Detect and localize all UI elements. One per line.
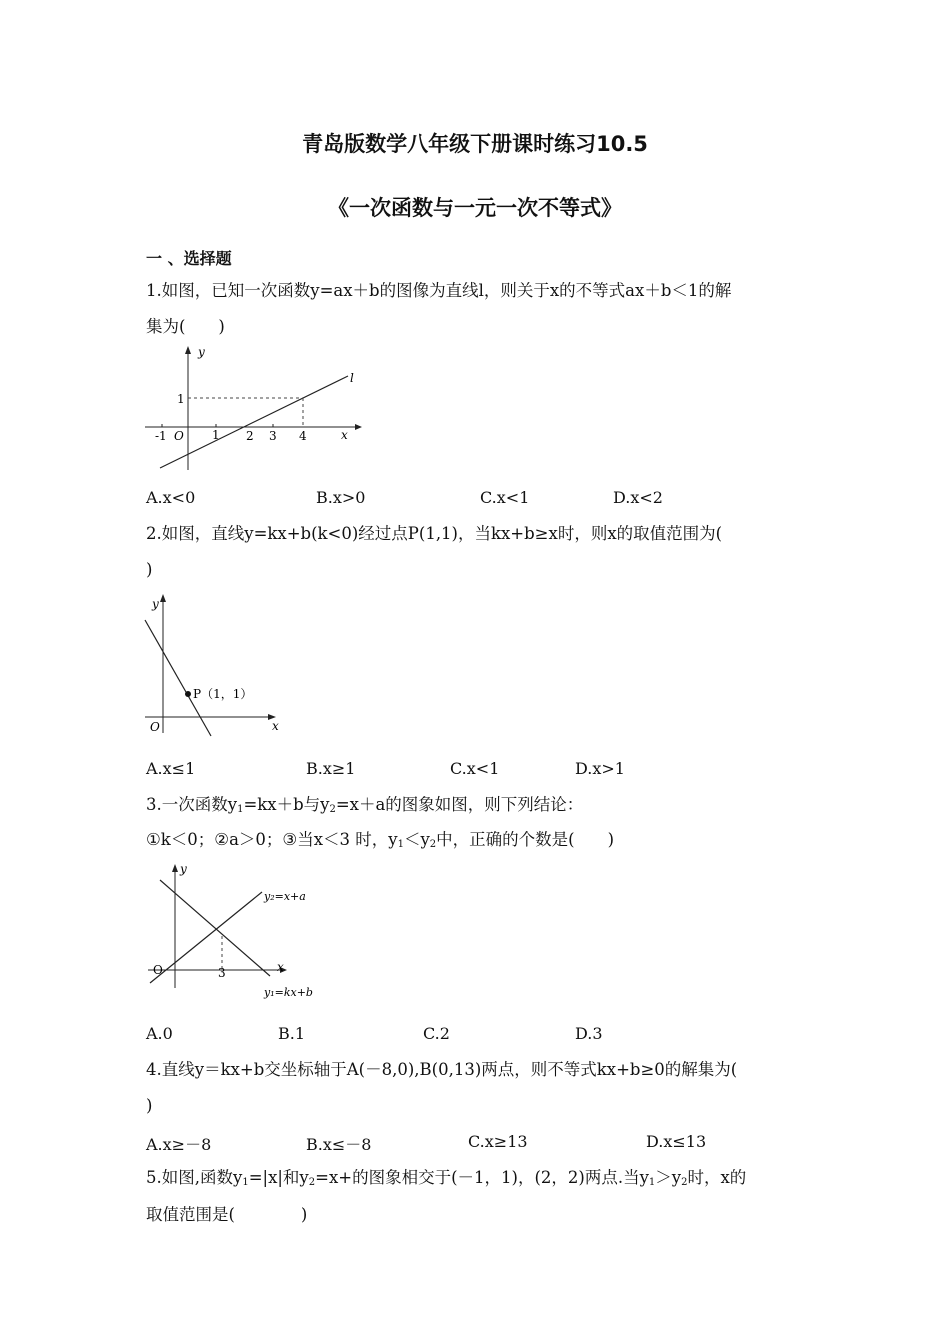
q3-tick-3: 3	[218, 966, 226, 980]
q1-tick-1: 1	[212, 428, 220, 442]
q3-y-arrow-icon	[172, 864, 178, 872]
q4-option-d[interactable]: D.x≤13	[646, 1132, 707, 1151]
q1-option-a[interactable]: A.x<0	[146, 488, 196, 507]
q3-y1-label: y₁=kx+b	[264, 986, 313, 999]
q2-option-a[interactable]: A.x≤1	[146, 759, 196, 778]
q1-tick-4: 4	[299, 429, 307, 443]
q3-line-y2	[150, 892, 262, 983]
q2-y-arrow-icon	[160, 594, 166, 602]
q2-y-label: y	[152, 597, 159, 611]
q3-y-label: y	[180, 862, 187, 876]
q1-y-arrow-icon	[185, 346, 191, 354]
q2-origin-label: O	[150, 720, 160, 734]
q2-text-line1: 2.如图，直线y=kx+b(k<0)经过点P(1,1)，当kx+b≥x时，则x的取值范围为(	[146, 524, 723, 543]
q3-x-label: x	[277, 960, 284, 974]
q1-option-c[interactable]: C.x<1	[480, 488, 530, 507]
q2-line	[145, 620, 211, 736]
q3-origin-label: O	[153, 963, 163, 977]
q1-tick-3: 3	[269, 429, 277, 443]
q2-point-p	[185, 691, 191, 697]
doc-subtitle: 《一次函数与一元一次不等式》	[328, 196, 622, 220]
q4-option-c[interactable]: C.x≥13	[468, 1132, 528, 1151]
section-heading: 一 、选择题	[146, 249, 232, 268]
q1-tick-2: 2	[246, 429, 254, 443]
q1-line-label: l	[350, 371, 354, 385]
q1-x-arrow-icon	[355, 424, 362, 430]
q3-graph	[140, 856, 330, 1004]
q5-text-line2: 取值范围是( )	[146, 1205, 308, 1224]
q3-text-line2: ①k＜0；②a＞0；③当x＜3 时，$y_1<y_2$中，正确的个数是( )	[146, 830, 615, 850]
q1-option-b[interactable]: B.x>0	[316, 488, 366, 507]
q3-option-d[interactable]: D.3	[575, 1024, 603, 1043]
q2-x-label: x	[272, 719, 279, 733]
q1-tick-neg1: -1	[155, 429, 167, 443]
q1-text-line2: 集为( )	[146, 317, 225, 336]
q1-x-label: x	[341, 428, 348, 442]
q1-tick-y1: 1	[177, 392, 185, 406]
q1-text-line1: 1.如图，已知一次函数y=ax＋b的图像为直线l，则关于x的不等式ax＋b＜1的解	[146, 281, 732, 300]
q1-origin-label: O	[174, 429, 184, 443]
q2-point-label: P（1，1）	[193, 687, 253, 701]
q1-option-d[interactable]: D.x<2	[613, 488, 663, 507]
q2-option-d[interactable]: D.x>1	[575, 759, 625, 778]
q4-option-b[interactable]: B.x≤－8	[306, 1135, 372, 1154]
q3-text-line1: 3.一次函数$y_1=kx+b$与$y_2=x+a$的图象如图，则下列结论：	[146, 795, 584, 815]
q2-text-line2: )	[146, 560, 153, 579]
q2-option-c[interactable]: C.x<1	[450, 759, 500, 778]
q1-y-label: y	[198, 345, 205, 359]
doc-title: 青岛版数学八年级下册课时练习10.5	[302, 132, 648, 156]
q3-option-c[interactable]: C.2	[423, 1024, 450, 1043]
q5-text-line1: 5.如图,函数$y_1=|x|$和$y_2=x+$的图象相交于(－1，1)，(2，2)两点.当$y_1>y_2$时，x的	[146, 1168, 747, 1188]
q2-option-b[interactable]: B.x≥1	[306, 759, 356, 778]
q3-option-b[interactable]: B.1	[278, 1024, 306, 1043]
q4-option-a[interactable]: A.x≥－8	[146, 1135, 212, 1154]
q3-y2-label: y₂=x+a	[264, 890, 306, 903]
q2-graph	[140, 588, 290, 743]
q3-option-a[interactable]: A.0	[146, 1024, 173, 1043]
q4-text-line2: )	[146, 1096, 153, 1115]
q4-text-line1: 4.直线y＝kx+b交坐标轴于A(－8,0),B(0,13)两点，则不等式kx+b≥0的解集为(	[146, 1060, 738, 1079]
q1-graph	[140, 340, 370, 480]
